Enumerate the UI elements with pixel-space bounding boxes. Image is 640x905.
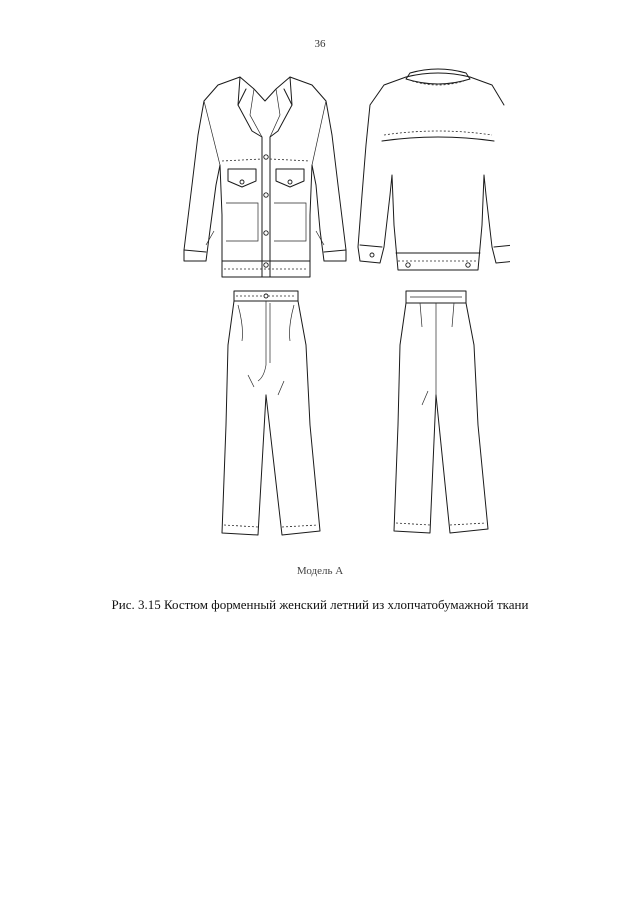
model-label: Модель А (296, 565, 344, 577)
page-number: 36 (314, 38, 326, 50)
jacket-front-drawing (184, 77, 346, 277)
figure-caption: Рис. 3.15 Костюм форменный женский летний из хлопчатобумажной ткани (111, 597, 529, 612)
jacket-back-drawing (358, 69, 510, 270)
trousers-back-drawing (394, 291, 488, 533)
trousers-front-drawing (222, 291, 320, 535)
garment-illustration (170, 65, 510, 565)
